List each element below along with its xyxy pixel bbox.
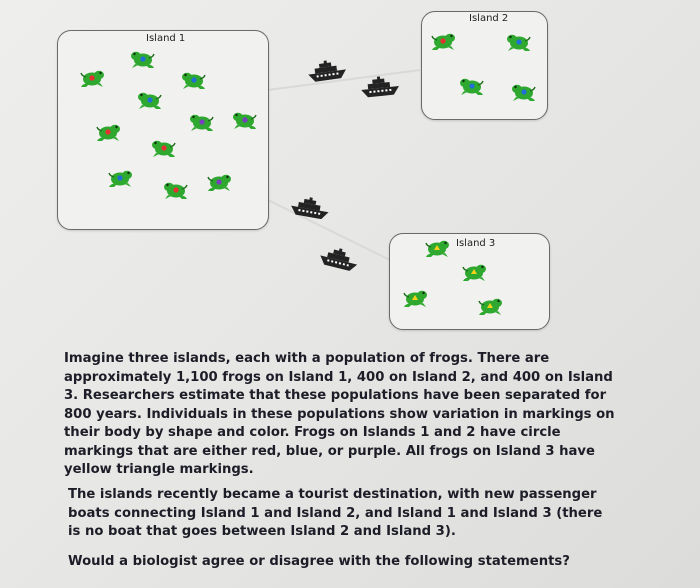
frog-icon	[80, 66, 106, 88]
frog-icon	[231, 108, 257, 130]
frog-icon	[96, 120, 122, 142]
scenario-paragraph-2: The islands recently became a tourist destination, with new passenger boats connecting Island 1 and Island 2, and Island 1 and Island 3 (there is no boat that goes between Island 2 and Island 3).	[68, 487, 603, 539]
frog-icon	[478, 294, 504, 316]
frog-icon	[188, 110, 214, 132]
frog-icon	[180, 68, 206, 90]
frog-icon	[425, 236, 451, 258]
frog-icon	[108, 166, 134, 188]
question-prompt: Would a biologist agree or disagree with the following statements?	[68, 554, 570, 569]
frog-icon	[403, 286, 429, 308]
island-1-label: Island 1	[146, 33, 186, 44]
frog-icon	[431, 29, 457, 51]
frog-icon	[129, 47, 155, 69]
scenario-paragraph-1: Imagine three islands, each with a population of frogs. There are approximately 1,100 frogs on Island 1, 400 on Island 2, and 400 on Island 3. Researchers estimate that these populations have been separated for 800 years. Individuals in these populations show variation in markings on their body by shape and color. Frogs on Islands 1 and 2 have circle markings that are either red, blue, or purple. All frogs on Island 3 have yellow triangle markings.	[64, 351, 615, 477]
island-2-box	[421, 11, 548, 120]
frog-icon	[162, 178, 188, 200]
frog-icon	[150, 136, 176, 158]
passenger-boat-icon	[358, 74, 402, 100]
frog-icon	[458, 74, 484, 96]
frog-icon	[510, 80, 536, 102]
frog-icon	[207, 170, 233, 192]
frog-icon	[462, 260, 488, 282]
island-2-label: Island 2	[469, 13, 509, 24]
frog-icon	[505, 30, 531, 52]
island-1-box	[57, 30, 269, 230]
island-3-label: Island 3	[456, 238, 496, 249]
frog-icon	[136, 88, 162, 110]
